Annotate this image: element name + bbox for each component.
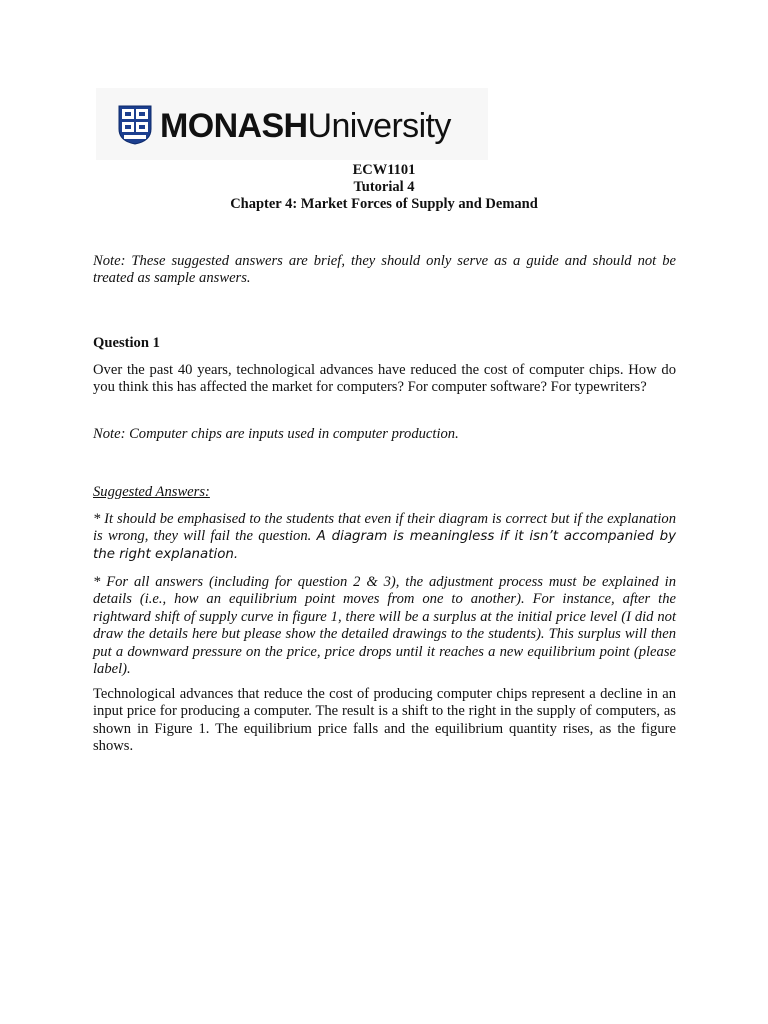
monash-crest-icon	[118, 105, 152, 145]
question-1-note: Note: Computer chips are inputs used in computer production.	[93, 426, 459, 442]
answer-point-1	[93, 511, 676, 563]
course-code: ECW1101	[352, 162, 416, 178]
question-1-heading: Question 1	[93, 335, 160, 351]
question-1-text: Over the past 40 years, technological advances have reduced the cost of computer chips. How do you think this has affected the market for computers? For computer software? For typewriters?	[93, 362, 676, 396]
tutorial-number: Tutorial 4	[353, 179, 415, 195]
logo-name-bold: MONASH	[160, 107, 308, 145]
intro-note: Note: These suggested answers are brief, they should only serve as a guide and should not be treated as sample answers.	[93, 253, 676, 287]
answer-point-1-emphasis: A diagram is meaningless if it isn’t accompanied by the right explanation.	[93, 529, 676, 562]
chapter-title: Chapter 4: Market Forces of Supply and Demand	[230, 196, 538, 212]
answer-body: Technological advances that reduce the cost of producing computer chips represent a decline in an input price for producing a computer. The result is a shift to the right in the supply of computers, as shown in Figure 1. The equilibrium price falls and the equilibrium quantity rises, as the figure shows.	[93, 686, 676, 755]
university-wordmark	[160, 104, 451, 148]
suggested-answers-heading: Suggested Answers:	[93, 484, 210, 500]
answer-point-2: * For all answers (including for question 2 & 3), the adjustment process must be explained in details (i.e., how an equilibrium point moves from one to another). For instance, after the rightward shift of supply curve in figure 1, there will be a surplus at the initial price level (I did not draw the details here but please show the detailed drawings to the students). This surplus will then put a downward pressure on the price, price drops until it reaches a new equilibrium point (please label).	[93, 574, 676, 678]
logo-name-regular: University	[307, 107, 451, 145]
answer-point-1-main: * It should be emphasised to the students that even if their diagram is correct but if the explanation is wrong, they will fail the question.	[93, 511, 676, 545]
